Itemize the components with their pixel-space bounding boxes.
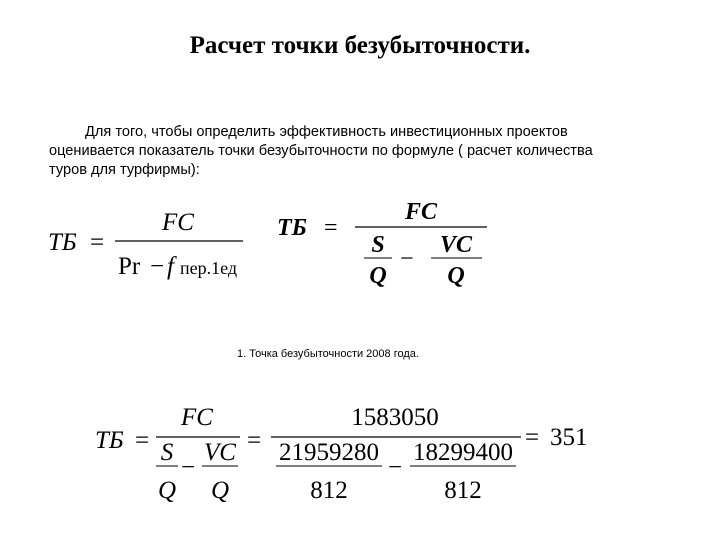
f2-s: S: [371, 232, 385, 258]
f3-vc: VC: [204, 439, 236, 466]
formula-break-even-2008: [95, 404, 588, 504]
f3-s: S: [160, 439, 174, 466]
f3-fc: FC: [181, 404, 213, 431]
f2-vc: VC: [439, 232, 473, 258]
f3-b: 18299400: [413, 439, 513, 466]
f3-minus1: −: [181, 454, 196, 481]
f1-den-minus: −: [150, 253, 165, 280]
f3-a: 21959280: [279, 439, 379, 466]
f3-result: 351: [550, 424, 588, 451]
f1-eq: =: [90, 229, 105, 256]
f2-numerator: FC: [404, 199, 438, 225]
paragraph-line-3: туров для турфирмы):: [49, 162, 200, 178]
f2-eq: =: [324, 215, 338, 241]
f3-eq3: =: [525, 424, 540, 451]
f3-eq1: =: [135, 427, 150, 454]
page-title: Расчет точки безубыточности.: [189, 32, 531, 59]
paragraph-line-1: Для того, чтобы определить эффективность инвестиционных проектов: [85, 124, 568, 140]
f3-q1: Q: [157, 477, 177, 504]
f1-den-sub: пер.1ед: [180, 258, 238, 278]
f3-eq2: =: [247, 427, 262, 454]
f2-q2: Q: [447, 263, 465, 289]
f1-lhs: ТБ: [48, 229, 77, 256]
f1-den-pr: Pr: [118, 253, 141, 280]
f3-minus2: −: [388, 454, 403, 481]
formula-break-even-1: [48, 209, 243, 280]
f1-numerator: FC: [162, 209, 194, 236]
f3-b-den: 812: [444, 477, 482, 504]
formula-break-even-2: [277, 199, 487, 289]
paragraph-line-2: оценивается показатель точки безубыточности по формуле ( расчет количества: [49, 143, 593, 159]
f3-q2: Q: [210, 477, 230, 504]
f2-minus: −: [400, 246, 414, 272]
f1-den-f: f: [167, 253, 174, 280]
example-caption: 1. Точка безубыточности 2008 года.: [237, 348, 419, 360]
f3-a-den: 812: [310, 477, 348, 504]
f3-lhs: ТБ: [95, 427, 124, 454]
f2-q1: Q: [369, 263, 387, 289]
f2-lhs: ТБ: [277, 215, 307, 241]
f3-numerator: 1583050: [351, 404, 439, 431]
